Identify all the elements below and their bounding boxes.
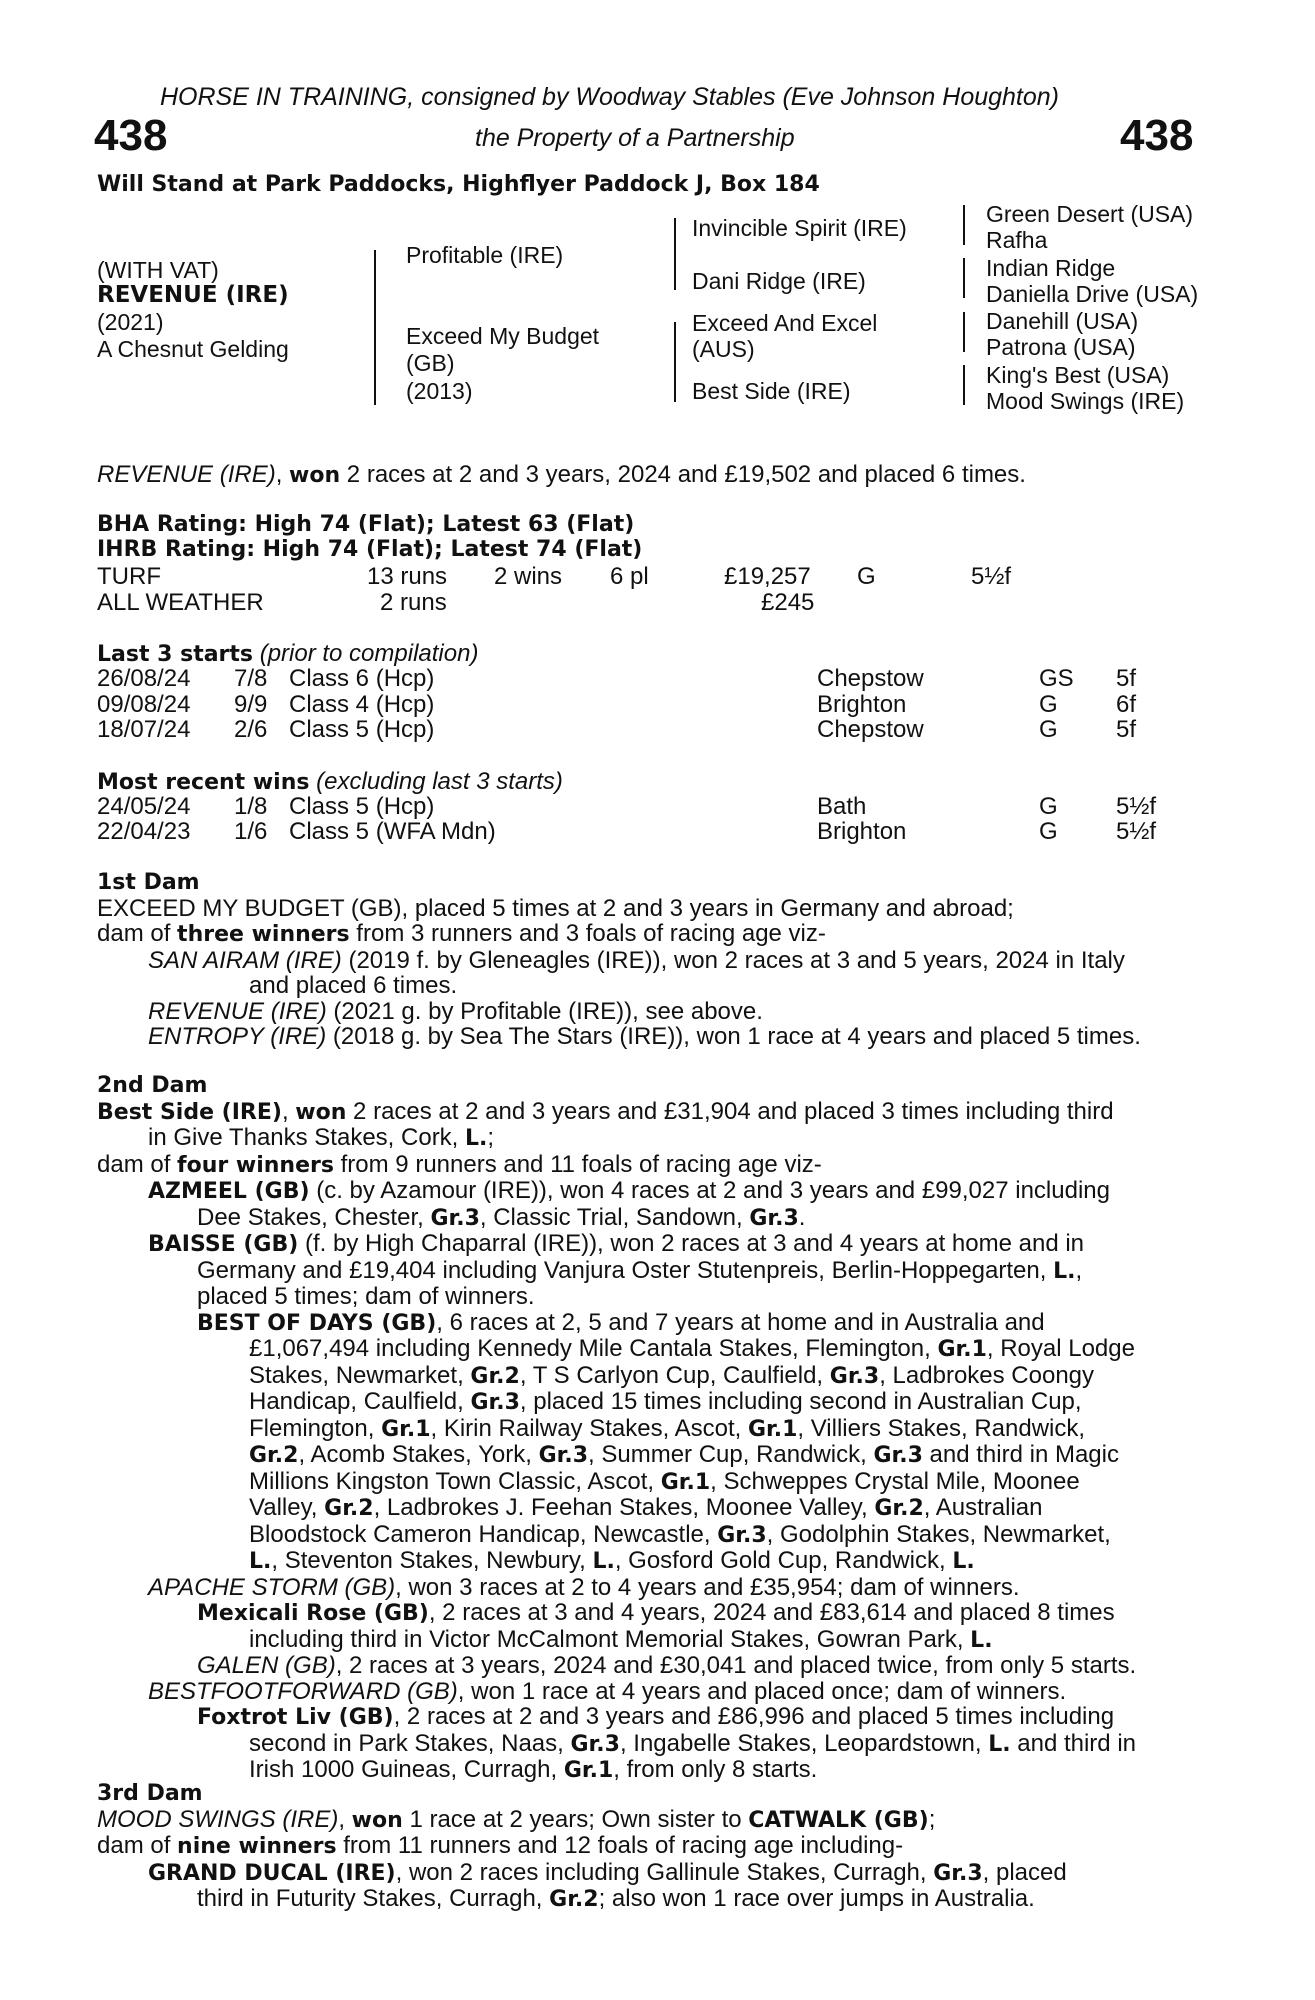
- pedigree-dam-year: (2013): [406, 378, 473, 404]
- second-dam-line: in Give Thanks Stakes, Cork, L.;: [148, 1124, 495, 1151]
- pedigree-ssd: Rafha: [986, 227, 1048, 253]
- pedigree-sire-sire: Invincible Spirit (IRE): [692, 215, 907, 241]
- pedigree-brace-ss: [963, 205, 965, 245]
- produce-best-of-days-cont: Handicap, Caulfield, Gr.3, placed 15 times including second in Australian Cup,: [249, 1388, 1082, 1415]
- produce-best-of-days-cont: Valley, Gr.2, Ladbrokes J. Feehan Stakes, Moonee Valley, Gr.2, Australian: [249, 1494, 1043, 1521]
- pedigree-brace-main: [374, 250, 376, 405]
- surface-turf-placed: 6 pl: [610, 563, 649, 590]
- race-summary: REVENUE (IRE), won 2 races at 2 and 3 years, 2024 and £19,502 and placed 6 times.: [97, 461, 1026, 488]
- produce-best-of-days-cont: Gr.2, Acomb Stakes, York, Gr.3, Summer Cup, Randwick, Gr.3 and third in Magic: [249, 1441, 1119, 1468]
- win-race: Class 5 (Hcp): [289, 793, 435, 820]
- second-dam-section: [97, 1073, 1207, 1784]
- produce-foxtrot-liv: Foxtrot Liv (GB), 2 races at 2 and 3 years and £86,996 and placed 5 times including: [197, 1703, 1115, 1730]
- start-pos: 9/9: [234, 691, 268, 718]
- surface-turf-distance: 5½f: [971, 563, 1012, 590]
- pedigree-dam-sire-country: (AUS): [692, 336, 755, 362]
- surface-aw-prize: £245: [761, 589, 815, 616]
- produce-best-of-days-cont: £1,067,494 including Kennedy Mile Cantala Stakes, Flemington, Gr.1, Royal Lodge: [249, 1335, 1135, 1362]
- pedigree-brace-sd: [963, 258, 965, 298]
- produce-foxtrot-liv-cont: second in Park Stakes, Naas, Gr.3, Ingabelle Stakes, Leopardstown, L. and third in: [249, 1729, 1136, 1757]
- pedigree-dam-sire: Exceed And Excel: [692, 310, 878, 336]
- start-course: Chepstow: [817, 716, 924, 743]
- produce-best-of-days-cont: Millions Kingston Town Classic, Ascot, Gr.1, Schweppes Crystal Mile, Moonee: [249, 1467, 1080, 1495]
- last-starts-heading: Last 3 starts (prior to compilation): [97, 640, 479, 667]
- win-pos: 1/6: [234, 818, 268, 845]
- win-going: G: [1039, 818, 1058, 845]
- property-line: the Property of a Partnership: [475, 124, 795, 152]
- produce-best-of-days-cont: Flemington, Gr.1, Kirin Railway Stakes, Ascot, Gr.1, Villiers Stakes, Randwick,: [249, 1414, 1086, 1442]
- start-going: GS: [1039, 665, 1074, 692]
- start-going: G: [1039, 716, 1058, 743]
- start-course: Brighton: [817, 691, 907, 718]
- pedigree-dam-country: (GB): [406, 350, 455, 376]
- produce-azmeel: AZMEEL (GB) (c. by Azamour (IRE)), won 4 races at 2 and 3 years and £99,027 including: [148, 1177, 1110, 1204]
- start-race: Class 4 (Hcp): [289, 691, 435, 718]
- second-dam-line: Best Side (IRE), won 2 races at 2 and 3 years and £31,904 and placed 3 times including third: [97, 1097, 1114, 1125]
- win-dist: 5½f: [1116, 793, 1157, 820]
- surface-aw-runs: 2 runs: [380, 589, 447, 616]
- produce-best-of-days-cont: Stakes, Newmarket, Gr.2, T S Carlyon Cup, Caulfield, Gr.3, Ladbrokes Coongy: [249, 1361, 1095, 1389]
- produce-bestfootforward: BESTFOOTFORWARD (GB), won 1 race at 4 years and placed once; dam of winners.: [148, 1677, 1067, 1705]
- produce-galen: GALEN (GB), 2 races at 3 years, 2024 and £30,041 and placed twice, from only 5 starts.: [197, 1652, 1137, 1679]
- pedigree-brace-sire: [674, 218, 676, 290]
- win-date: 24/05/24: [97, 793, 191, 820]
- produce-best-of-days-cont: Bloodstock Cameron Handicap, Newcastle, Gr.3, Godolphin Stakes, Newmarket,: [249, 1520, 1111, 1548]
- consignment-line: HORSE IN TRAINING, consigned by Woodway Stables (Eve Johnson Houghton): [160, 83, 1060, 111]
- pedigree-brace-dd: [963, 365, 965, 405]
- lot-number-left: 438: [94, 111, 168, 160]
- produce-azmeel-cont: Dee Stakes, Chester, Gr.3, Classic Trial, Sandown, Gr.3.: [197, 1203, 806, 1231]
- start-going: G: [1039, 691, 1058, 718]
- start-date: 26/08/24: [97, 665, 191, 692]
- first-dam-heading: 1st Dam: [97, 870, 200, 895]
- surface-turf-runs: 13 runs: [367, 563, 448, 590]
- produce-foxtrot-liv-cont: Irish 1000 Guineas, Curragh, Gr.1, from only 8 starts.: [249, 1756, 818, 1783]
- summary-won: won: [289, 463, 341, 488]
- first-dam-produce: REVENUE (IRE) (2021 g. by Profitable (IRE)), see above.: [148, 997, 763, 1025]
- third-dam-line: dam of nine winners from 11 runners and 12 foals of racing age including-: [97, 1832, 904, 1859]
- pedigree-ddd: Mood Swings (IRE): [986, 388, 1185, 414]
- surface-turf: TURF: [97, 563, 161, 590]
- produce-mexicali-rose: Mexicali Rose (GB), 2 races at 3 and 4 years, 2024 and £83,614 and placed 8 times: [197, 1599, 1115, 1626]
- horse-description: A Chesnut Gelding: [97, 336, 289, 362]
- bha-rating: BHA Rating: High 74 (Flat); Latest 63 (Flat): [97, 512, 635, 537]
- pedigree-dam-dam: Best Side (IRE): [692, 378, 851, 404]
- start-race: Class 5 (Hcp): [289, 716, 435, 743]
- third-dam-heading: 3rd Dam: [97, 1781, 203, 1806]
- second-dam-heading: 2nd Dam: [97, 1073, 208, 1098]
- produce-mexicali-rose-cont: including third in Victor McCalmont Memorial Stakes, Gowran Park, L.: [249, 1625, 993, 1653]
- first-dam-section: [97, 870, 1207, 1050]
- surface-turf-prize: £19,257: [724, 563, 811, 590]
- pedigree-sss: Green Desert (USA): [986, 201, 1194, 227]
- pedigree-sds: Indian Ridge: [986, 255, 1116, 281]
- pedigree-dds: King's Best (USA): [986, 362, 1170, 388]
- start-dist: 5f: [1116, 665, 1137, 692]
- produce-grand-ducal-cont: third in Futurity Stakes, Curragh, Gr.2; also won 1 race over jumps in Australia.: [197, 1885, 1035, 1912]
- start-date: 18/07/24: [97, 716, 191, 743]
- surface-aw: ALL WEATHER: [97, 589, 264, 616]
- start-pos: 7/8: [234, 665, 268, 692]
- produce-baisse: BAISSE (GB) (f. by High Chaparral (IRE)), won 2 races at 3 and 4 years at home and in: [148, 1230, 1085, 1257]
- pedigree-sdd: Daniella Drive (USA): [986, 281, 1199, 307]
- vat-label: (WITH VAT): [97, 257, 219, 283]
- summary-text: 2 races at 2 and 3 years, 2024 and £19,502 and placed 6 times.: [340, 461, 1026, 488]
- produce-best-of-days-cont: L., Steventon Stakes, Newbury, L., Gosford Gold Cup, Randwick, L.: [249, 1547, 975, 1574]
- start-dist: 5f: [1116, 716, 1137, 743]
- produce-best-of-days: BEST OF DAYS (GB), 6 races at 2, 5 and 7 years at home and in Australia and: [197, 1308, 1045, 1336]
- horse-name: REVENUE (IRE): [97, 282, 289, 308]
- produce-baisse-cont: placed 5 times; dam of winners.: [197, 1283, 535, 1310]
- surface-turf-going: G: [857, 563, 876, 590]
- pedigree-sire: Profitable (IRE): [406, 242, 564, 268]
- second-dam-line: dam of four winners from 9 runners and 11 foals of racing age viz-: [97, 1150, 822, 1178]
- pedigree-brace-dam: [674, 322, 676, 402]
- first-dam-produce: ENTROPY (IRE) (2018 g. by Sea The Stars (IRE)), won 1 race at 4 years and placed 5 times.: [148, 1023, 1141, 1050]
- first-dam-line: EXCEED MY BUDGET (GB), placed 5 times at 2 and 3 years in Germany and abroad;: [97, 894, 1014, 922]
- start-race: Class 6 (Hcp): [289, 665, 435, 692]
- horse-year: (2021): [97, 309, 164, 335]
- third-dam-line: MOOD SWINGS (IRE), won 1 race at 2 years; Own sister to CATWALK (GB);: [97, 1805, 936, 1833]
- win-dist: 5½f: [1116, 818, 1157, 845]
- first-dam-line: dam of three winners from 3 runners and 3 foals of racing age viz-: [97, 920, 826, 947]
- surface-turf-wins: 2 wins: [494, 563, 563, 590]
- produce-apache-storm: APACHE STORM (GB), won 3 races at 2 to 4 years and £35,954; dam of winners.: [148, 1573, 1020, 1601]
- lot-number-right: 438: [1120, 111, 1194, 160]
- recent-wins-heading: Most recent wins (excluding last 3 starts): [97, 768, 563, 795]
- first-dam-produce-cont: and placed 6 times.: [249, 972, 458, 999]
- third-dam-section: [97, 1781, 1207, 1913]
- summary-name: REVENUE (IRE): [97, 461, 276, 488]
- win-going: G: [1039, 793, 1058, 820]
- win-course: Bath: [817, 793, 867, 820]
- pedigree-sire-dam: Dani Ridge (IRE): [692, 268, 866, 294]
- start-date: 09/08/24: [97, 691, 191, 718]
- pedigree-dss: Danehill (USA): [986, 308, 1139, 334]
- start-dist: 6f: [1116, 691, 1137, 718]
- pedigree-dsd: Patrona (USA): [986, 334, 1136, 360]
- start-pos: 2/6: [234, 716, 268, 743]
- win-date: 22/04/23: [97, 818, 191, 845]
- ihrb-rating: IHRB Rating: High 74 (Flat); Latest 74 (Flat): [97, 537, 643, 562]
- first-dam-produce: SAN AIRAM (IRE) (2019 f. by Gleneagles (IRE)), won 2 races at 3 and 5 years, 2024 in Italy: [148, 946, 1125, 974]
- win-course: Brighton: [817, 818, 907, 845]
- win-race: Class 5 (WFA Mdn): [289, 818, 496, 845]
- win-pos: 1/8: [234, 793, 268, 820]
- produce-baisse-cont: Germany and £19,404 including Vanjura Oster Stutenpreis, Berlin-Hoppegarten, L.,: [197, 1256, 1083, 1284]
- produce-grand-ducal: GRAND DUCAL (IRE), won 2 races including Gallinule Stakes, Curragh, Gr.3, placed: [148, 1858, 1067, 1886]
- stand-line: Will Stand at Park Paddocks, Highflyer Paddock J, Box 184: [97, 172, 820, 197]
- start-course: Chepstow: [817, 665, 924, 692]
- pedigree-dam: Exceed My Budget: [406, 323, 600, 349]
- pedigree-brace-ds: [963, 312, 965, 352]
